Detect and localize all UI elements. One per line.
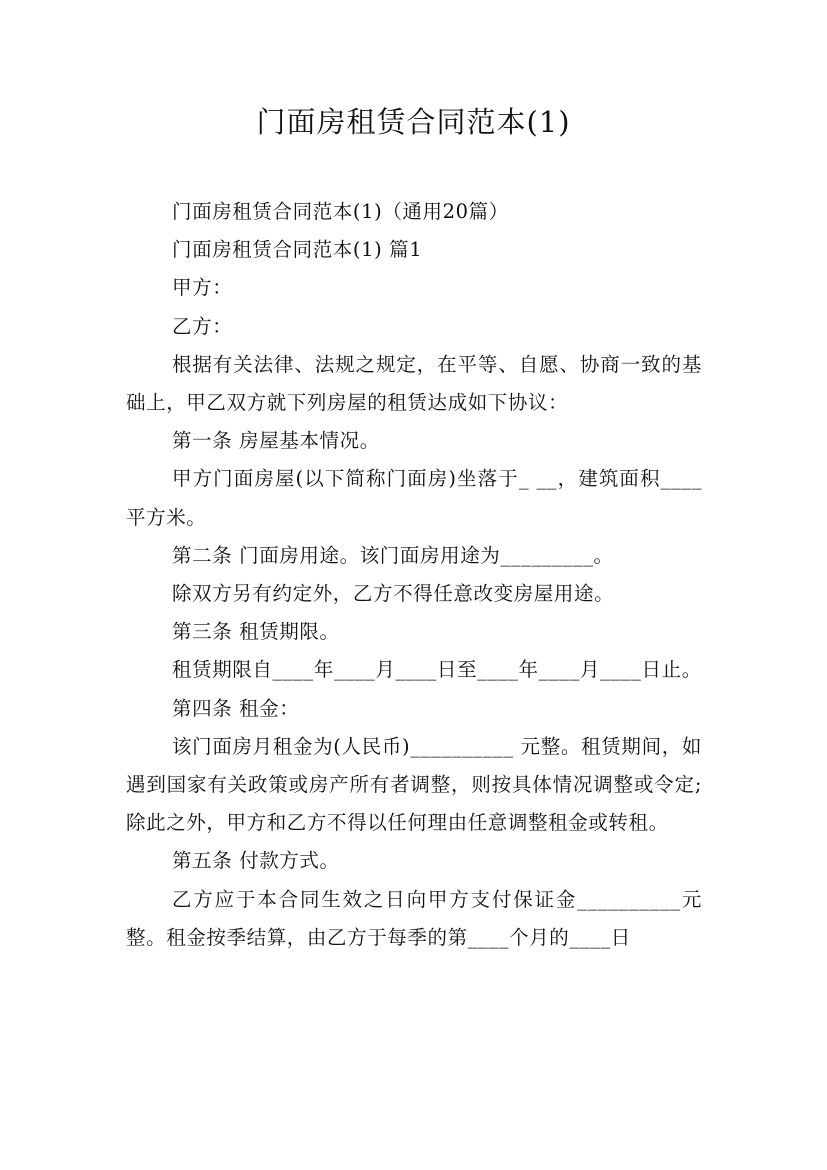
paragraph-article-3-body: 租赁期限自____年____月____日至____年____月____日止。 bbox=[172, 658, 702, 682]
paragraph-article-5: 第五条 付款方式。 bbox=[172, 849, 340, 873]
paragraph-article-5-body: 乙方应于本合同生效之日向甲方支付保证金__________元整。租金按季结算，由乙方于每季的第____个月的____日 bbox=[126, 887, 702, 949]
paragraph-party-b: 乙方： bbox=[172, 314, 233, 338]
paragraph-article-1: 第一条 房屋基本情况。 bbox=[172, 429, 380, 453]
paragraph-article-3: 第三条 租赁期限。 bbox=[172, 620, 340, 644]
paragraph-article-4: 第四条 租金： bbox=[172, 696, 300, 720]
paragraph-preamble: 根据有关法律、法规之规定，在平等、自愿、协商一致的基础上，甲乙双方就下列房屋的租赁达成如下协议： bbox=[126, 352, 702, 415]
document-body bbox=[126, 193, 702, 957]
document-title: 门面房租赁合同范本(1) bbox=[256, 105, 571, 139]
paragraph-article-4-body: 该门面房月租金为(人民币)__________ 元整。租赁期间，如遇到国家有关政策或房产所有者调整，则按具体情况调整或令定;除此之外，甲方和乙方不得以任何理由任意调整租金或转租。 bbox=[126, 734, 702, 835]
paragraph-section-heading: 门面房租赁合同范本(1) 篇1 bbox=[172, 238, 423, 262]
paragraph-article-2: 第二条 门面房用途。该门面房用途为_________。 bbox=[172, 543, 614, 567]
paragraph-article-1-body: 甲方门面房屋(以下简称门面房)坐落于_ __，建筑面积____平方米。 bbox=[126, 467, 702, 529]
paragraph-party-a: 甲方： bbox=[172, 276, 233, 300]
paragraph-subtitle: 门面房租赁合同范本(1)（通用20篇） bbox=[172, 200, 509, 223]
paragraph-article-2-body: 除双方另有约定外，乙方不得任意改变房屋用途。 bbox=[172, 582, 615, 606]
